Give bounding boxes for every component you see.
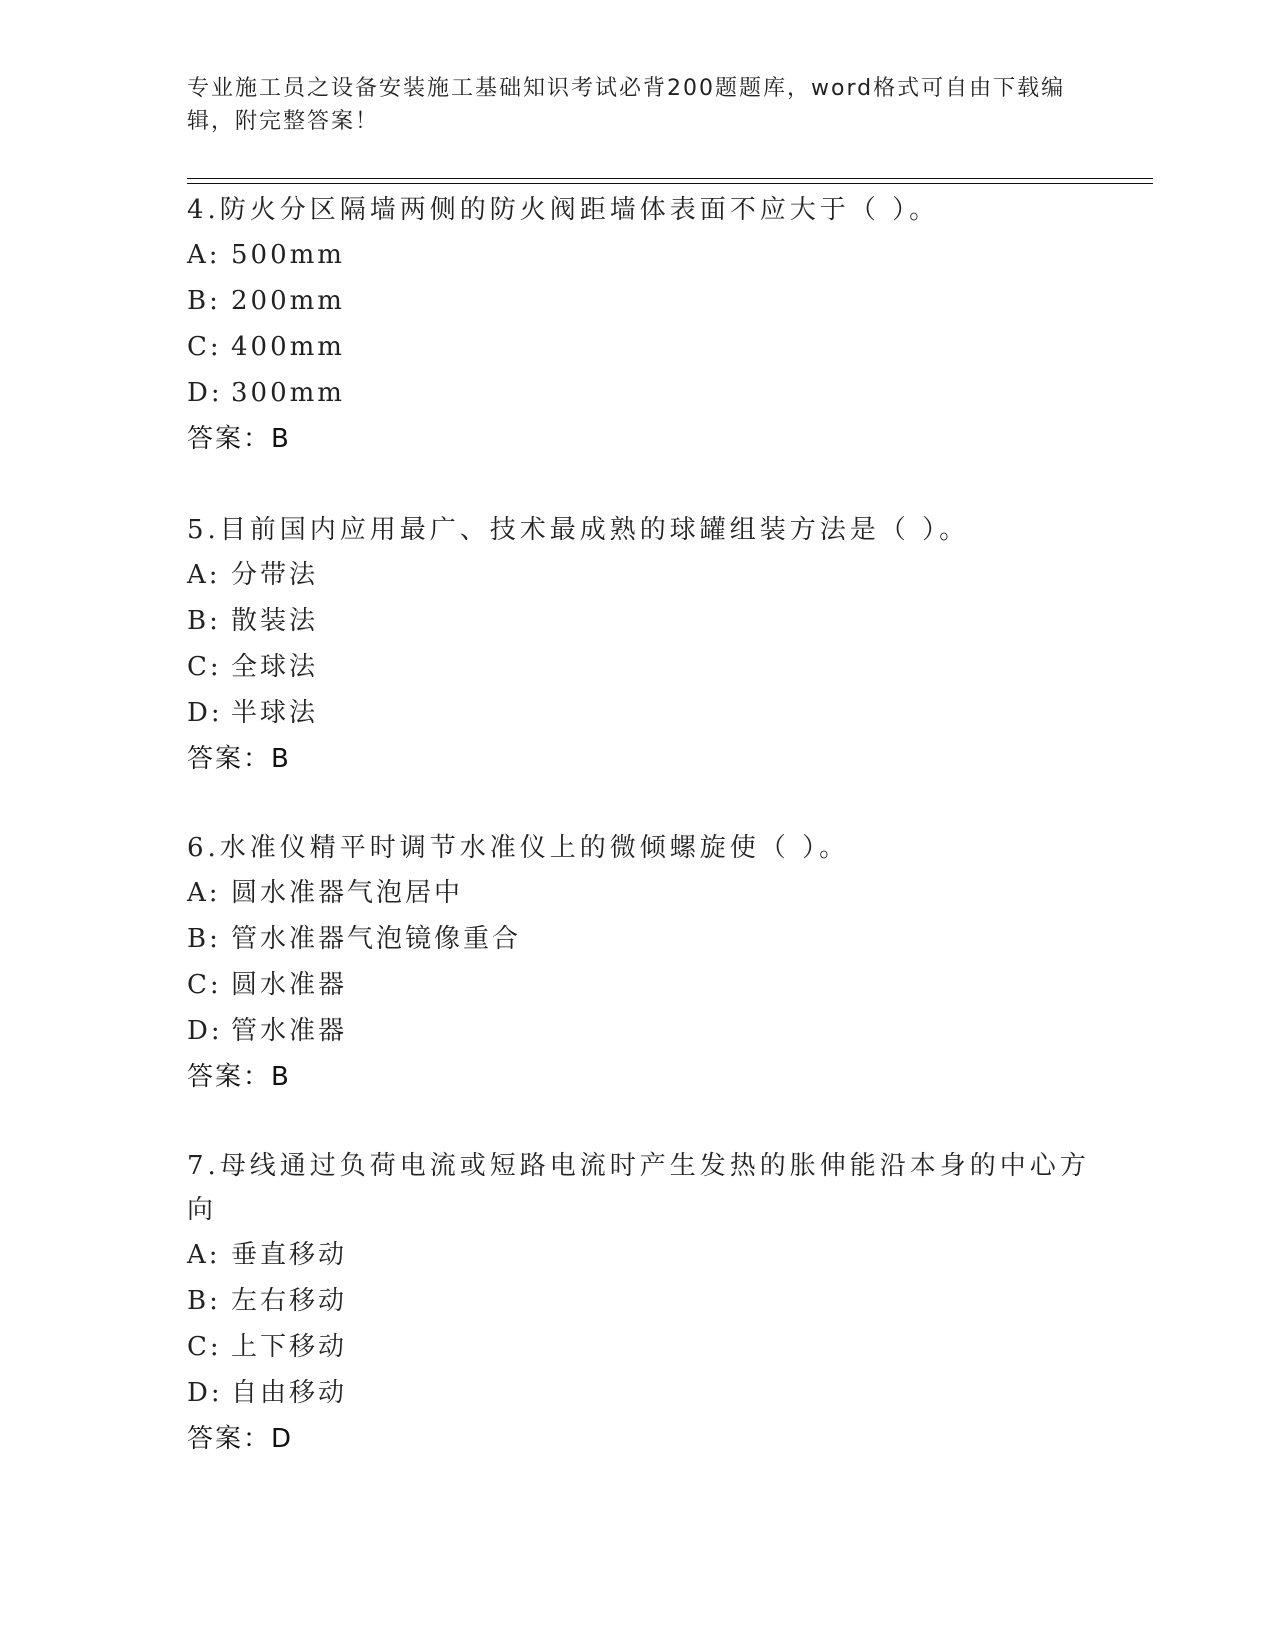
question-text: 7.母线通过负荷电流或短路电流时产生发热的胀伸能沿本身的中心方向 xyxy=(187,1151,1090,1225)
option-c xyxy=(187,644,1107,690)
option-value: 左右移动 xyxy=(231,1286,348,1316)
question-6 xyxy=(187,826,1107,1100)
option-value: 300mm xyxy=(231,378,345,408)
option-letter: C: xyxy=(187,1332,222,1362)
option-letter: D: xyxy=(187,698,223,728)
option-a xyxy=(187,232,1107,278)
option-letter: A: xyxy=(187,1240,221,1270)
option-b xyxy=(187,916,1107,962)
option-letter: C: xyxy=(187,970,222,1000)
option-letter: B: xyxy=(187,606,221,636)
option-value: 500mm xyxy=(231,240,345,270)
question-7 xyxy=(187,1144,1107,1462)
header-divider-top xyxy=(187,178,1153,179)
answer-label: 答案：B xyxy=(187,424,291,454)
question-5 xyxy=(187,508,1107,782)
option-a xyxy=(187,1232,1107,1278)
option-d xyxy=(187,1008,1107,1054)
option-value: 400mm xyxy=(231,332,345,362)
option-letter: B: xyxy=(187,1286,221,1316)
question-text: 6.水准仪精平时调节水准仪上的微倾螺旋使（ ）。 xyxy=(187,833,850,863)
question-text: 5.目前国内应用最广、技术最成熟的球罐组装方法是（ ）。 xyxy=(187,515,970,545)
option-c xyxy=(187,962,1107,1008)
option-value: 200mm xyxy=(231,286,345,316)
header-divider-bottom xyxy=(187,183,1153,184)
option-b xyxy=(187,278,1107,324)
option-value: 自由移动 xyxy=(231,1378,348,1408)
answer-label: 答案：B xyxy=(187,1062,291,1092)
option-letter: A: xyxy=(187,240,221,270)
answer-label: 答案：D xyxy=(187,1424,294,1454)
option-b xyxy=(187,1278,1107,1324)
option-letter: C: xyxy=(187,652,222,682)
question-4 xyxy=(187,188,1107,462)
answer-label: 答案：B xyxy=(187,744,291,774)
option-letter: D: xyxy=(187,378,223,408)
option-value: 半球法 xyxy=(231,698,319,728)
option-value: 管水准器气泡镜像重合 xyxy=(231,924,522,954)
option-letter: D: xyxy=(187,1016,223,1046)
option-c xyxy=(187,324,1107,370)
option-a xyxy=(187,870,1107,916)
option-letter: B: xyxy=(187,924,221,954)
option-value: 管水准器 xyxy=(231,1016,348,1046)
option-value: 垂直移动 xyxy=(231,1240,348,1270)
option-value: 圆水准器 xyxy=(231,970,348,1000)
option-a xyxy=(187,552,1107,598)
question-text: 4.防火分区隔墙两侧的防火阀距墙体表面不应大于（ ）。 xyxy=(187,195,940,225)
option-letter: B: xyxy=(187,286,221,316)
option-value: 散装法 xyxy=(231,606,319,636)
option-b xyxy=(187,598,1107,644)
option-value: 全球法 xyxy=(231,652,319,682)
option-letter: D: xyxy=(187,1378,223,1408)
option-d xyxy=(187,370,1107,416)
option-letter: C: xyxy=(187,332,222,362)
option-letter: A: xyxy=(187,878,221,908)
option-value: 上下移动 xyxy=(231,1332,348,1362)
option-d xyxy=(187,1370,1107,1416)
option-letter: A: xyxy=(187,560,221,590)
option-d xyxy=(187,690,1107,736)
option-c xyxy=(187,1324,1107,1370)
option-value: 分带法 xyxy=(231,560,319,590)
document-header: 专业施工员之设备安装施工基础知识考试必背200题题库，word格式可自由下载编辑，附完整答案！ xyxy=(187,76,1066,134)
option-value: 圆水准器气泡居中 xyxy=(231,878,464,908)
